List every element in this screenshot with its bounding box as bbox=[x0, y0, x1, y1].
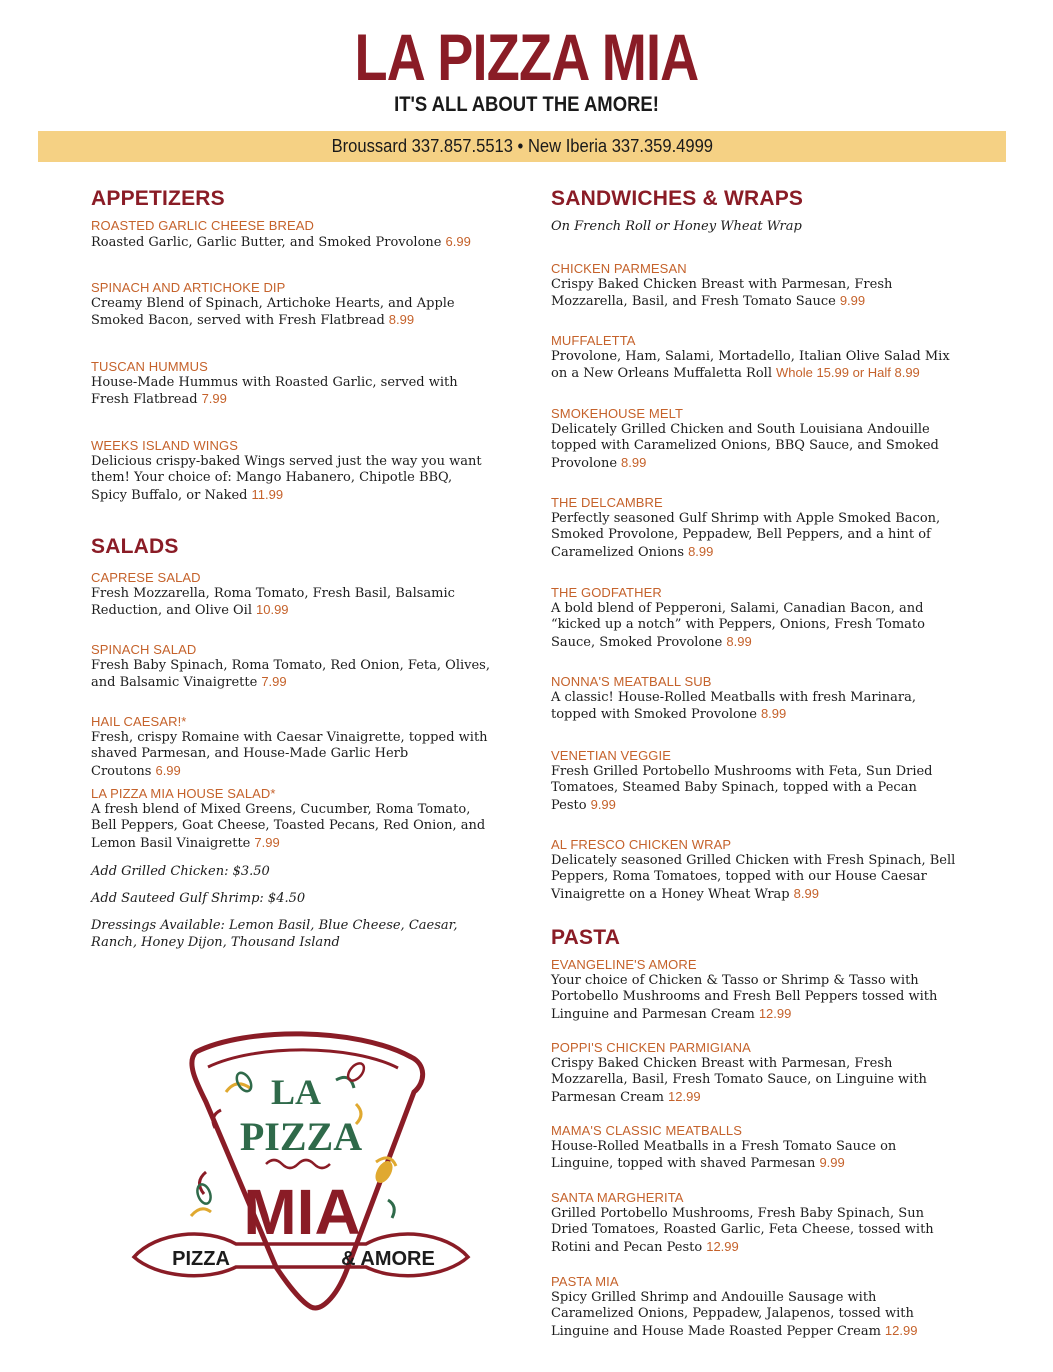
item-description: Delicately Grilled Chicken and South Louisiana Andouille topped with Caramelized Onions, BBQ Sauce, and Smoked Provolone 8.99 bbox=[551, 422, 939, 471]
logo-text-mia: MIA bbox=[243, 1176, 361, 1248]
item-name: THE DELCAMBRE bbox=[551, 495, 663, 510]
item-name: SPINACH SALAD bbox=[91, 642, 197, 657]
item-description: Delicious crispy-baked Wings served just the way you want them! Your choice of: Mango Habanero, Chipotle BBQ, Spicy Buffalo, or Naked 11.99 bbox=[91, 454, 482, 503]
item-price: 8.99 bbox=[388, 312, 415, 328]
menu-item bbox=[551, 1123, 956, 1173]
item-name: NONNA'S MEATBALL SUB bbox=[551, 674, 712, 689]
item-name: AL FRESCO CHICKEN WRAP bbox=[551, 837, 732, 852]
menu-item bbox=[551, 1274, 956, 1340]
menu-item bbox=[91, 438, 491, 504]
item-description: Your choice of Chicken & Tasso or Shrimp & Tasso with Portobello Mushrooms and Fresh Bell Peppers tossed with Linguine and Parmesan Cream 12.99 bbox=[551, 973, 938, 1022]
item-description: Fresh Grilled Portobello Mushrooms with Feta, Sun Dried Tomatoes, Steamed Baby Spinach, topped with a Pecan Pesto 9.99 bbox=[551, 764, 933, 813]
item-description: Perfectly seasoned Gulf Shrimp with Apple Smoked Bacon, Smoked Provolone, Peppadew, Bell Peppers, and a hint of Caramelized Onions 8.99 bbox=[551, 511, 941, 560]
pasta-heading: PASTA bbox=[551, 926, 621, 949]
item-description: A bold blend of Pepperoni, Salami, Canadian Bacon, and “kicked up a notch” with Peppers, Onions, Fresh Tomato Sauce, Smoked Provolone 8.99 bbox=[551, 601, 925, 650]
item-price: 9.99 bbox=[839, 293, 866, 309]
menu-item bbox=[91, 786, 491, 852]
sandwiches-heading: SANDWICHES & WRAPS bbox=[551, 187, 804, 210]
item-description: Provolone, Ham, Salami, Mortadello, Italian Olive Salad Mix on a New Orleans Muffaletta Roll Whole 15.99 or Half 8.99 bbox=[551, 349, 950, 382]
item-description: Fresh Baby Spinach, Roma Tomato, Red Onion, Feta, Olives, and Balsamic Vinaigrette 7.99 bbox=[91, 658, 490, 691]
menu-item bbox=[551, 333, 956, 383]
logo-text-pizza-left: PIZZA bbox=[172, 1248, 230, 1270]
logo-text-la: LA bbox=[270, 1072, 322, 1112]
item-description: Delicately seasoned Grilled Chicken with Fresh Spinach, Bell Peppers, Roma Tomatoes, topped with our House Caesar Vinaigrette on a Honey Wheat Wrap 8.99 bbox=[551, 853, 956, 902]
item-price: 9.99 bbox=[819, 1155, 845, 1171]
item-description: Roasted Garlic, Garlic Butter, and Smoked Provolone 6.99 bbox=[91, 234, 471, 250]
add-shrimp-note: Add Sauteed Gulf Shrimp: $4.50 bbox=[91, 891, 306, 906]
item-name: SANTA MARGHERITA bbox=[551, 1190, 684, 1205]
item-price: 11.99 bbox=[251, 486, 284, 502]
item-name: PASTA MIA bbox=[551, 1274, 619, 1289]
item-name: THE GODFATHER bbox=[551, 585, 662, 600]
item-price: 7.99 bbox=[254, 834, 280, 850]
dressings-note: Dressings Available: Lemon Basil, Blue Cheese, Caesar, Ranch, Honey Dijon, Thousand Island bbox=[91, 918, 458, 950]
menu-item bbox=[551, 1040, 956, 1106]
item-price: 8.99 bbox=[760, 706, 787, 722]
item-name: WEEKS ISLAND WINGS bbox=[91, 438, 238, 453]
item-price: 8.99 bbox=[726, 633, 752, 649]
item-description: Crispy Baked Chicken Breast with Parmesan, Fresh Mozzarella, Basil, and Fresh Tomato Sauce 9.99 bbox=[551, 277, 893, 310]
item-name: TUSCAN HUMMUS bbox=[91, 359, 208, 374]
item-price: 8.99 bbox=[621, 454, 647, 470]
menu-item bbox=[91, 570, 491, 620]
item-price: 10.99 bbox=[256, 602, 289, 618]
item-description: House-Rolled Meatballs in a Fresh Tomato Sauce on Linguine, topped with shaved Parmesan 9.99 bbox=[551, 1139, 897, 1172]
item-price: 8.99 bbox=[688, 543, 714, 559]
menu-item bbox=[551, 261, 956, 311]
menu-item bbox=[551, 674, 956, 724]
item-price: 9.99 bbox=[590, 796, 616, 812]
item-name: EVANGELINE'S AMORE bbox=[551, 957, 697, 972]
menu-item bbox=[91, 280, 491, 330]
item-name: LA PIZZA MIA HOUSE SALAD* bbox=[91, 786, 276, 801]
item-name: CAPRESE SALAD bbox=[91, 570, 201, 585]
item-price: 12.99 bbox=[668, 1088, 701, 1104]
item-description: A fresh blend of Mixed Greens, Cucumber, Roma Tomato, Bell Peppers, Goat Cheese, Toasted Pecans, Red Onion, and Lemon Basil Vinaigrette 7.99 bbox=[91, 802, 486, 851]
item-description: Spicy Grilled Shrimp and Andouille Sausage with Caramelized Onions, Peppadew, Jalapenos, tossed with Linguine and House Made Roasted Pepper Cream 12.99 bbox=[551, 1290, 918, 1339]
item-price: 12.99 bbox=[706, 1238, 739, 1254]
item-description: Fresh Mozzarella, Roma Tomato, Fresh Basil, Balsamic Reduction, and Olive Oil 10.99 bbox=[91, 586, 455, 619]
item-name: CHICKEN PARMESAN bbox=[551, 261, 687, 276]
item-description: Crispy Baked Chicken Breast with Parmesan, Fresh Mozzarella, Basil, Fresh Tomato Sauce, on Linguine with Parmesan Cream 12.99 bbox=[551, 1056, 927, 1105]
item-name: POPPI'S CHICKEN PARMIGIANA bbox=[551, 1040, 751, 1055]
item-name: SPINACH AND ARTICHOKE DIP bbox=[91, 280, 286, 295]
item-price: 7.99 bbox=[201, 391, 227, 407]
item-price: Whole 15.99 or Half 8.99 bbox=[775, 365, 920, 381]
menu-item bbox=[551, 585, 956, 651]
add-chicken-note: Add Grilled Chicken: $3.50 bbox=[91, 864, 270, 879]
menu-item bbox=[91, 642, 491, 692]
logo-text-pizza: PIZZA bbox=[239, 1114, 363, 1159]
menu-item bbox=[91, 714, 491, 780]
item-price: 12.99 bbox=[884, 1322, 918, 1338]
item-description: A classic! House-Rolled Meatballs with fresh Marinara, topped with Smoked Provolone 8.99 bbox=[551, 690, 916, 723]
menu-item bbox=[91, 359, 491, 409]
item-price: 8.99 bbox=[793, 885, 819, 901]
menu-item bbox=[551, 748, 956, 814]
tagline: IT'S ALL ABOUT THE AMORE! bbox=[394, 93, 659, 116]
appetizers-heading: APPETIZERS bbox=[91, 187, 225, 210]
item-description: Fresh, crispy Romaine with Caesar Vinaigrette, topped with shaved Parmesan, and House-Made Garlic Herb Croutons 6.99 bbox=[91, 730, 488, 779]
menu-item bbox=[551, 837, 956, 903]
item-price: 6.99 bbox=[445, 234, 471, 249]
phone-bar bbox=[38, 131, 1006, 162]
menu-item bbox=[551, 495, 956, 561]
item-name: MUFFALETTA bbox=[551, 333, 636, 348]
pizza-slice-logo bbox=[126, 1022, 476, 1322]
item-name: MAMA'S CLASSIC MEATBALLS bbox=[551, 1123, 743, 1138]
restaurant-title: LA PIZZA MIA bbox=[354, 20, 699, 94]
item-name: SMOKEHOUSE MELT bbox=[551, 406, 684, 421]
item-price: 7.99 bbox=[261, 674, 287, 690]
menu-item bbox=[91, 218, 491, 251]
item-description: Grilled Portobello Mushrooms, Fresh Baby Spinach, Sun Dried Tomatoes, Roasted Garlic, Feta Cheese, tossed with Rotini and Pecan Pesto 12.99 bbox=[551, 1206, 934, 1255]
salads-heading: SALADS bbox=[91, 535, 179, 558]
item-description: Creamy Blend of Spinach, Artichoke Hearts, and Apple Smoked Bacon, served with Fresh Flatbread 8.99 bbox=[91, 296, 455, 329]
menu-item bbox=[551, 957, 956, 1023]
sandwiches-subtitle: On French Roll or Honey Wheat Wrap bbox=[551, 219, 802, 234]
logo-text-amore: & AMORE bbox=[341, 1248, 435, 1270]
phone-numbers: Broussard 337.857.5513 • New Iberia 337.359.4999 bbox=[331, 136, 713, 156]
item-description: House-Made Hummus with Roasted Garlic, served with Fresh Flatbread 7.99 bbox=[91, 375, 458, 408]
item-price: 12.99 bbox=[758, 1005, 792, 1021]
item-price: 6.99 bbox=[155, 762, 181, 778]
item-name: VENETIAN VEGGIE bbox=[551, 748, 671, 763]
item-name: ROASTED GARLIC CHEESE BREAD bbox=[91, 218, 315, 233]
menu-item bbox=[551, 406, 956, 472]
menu-item bbox=[551, 1190, 956, 1256]
item-name: HAIL CAESAR!* bbox=[91, 714, 187, 729]
